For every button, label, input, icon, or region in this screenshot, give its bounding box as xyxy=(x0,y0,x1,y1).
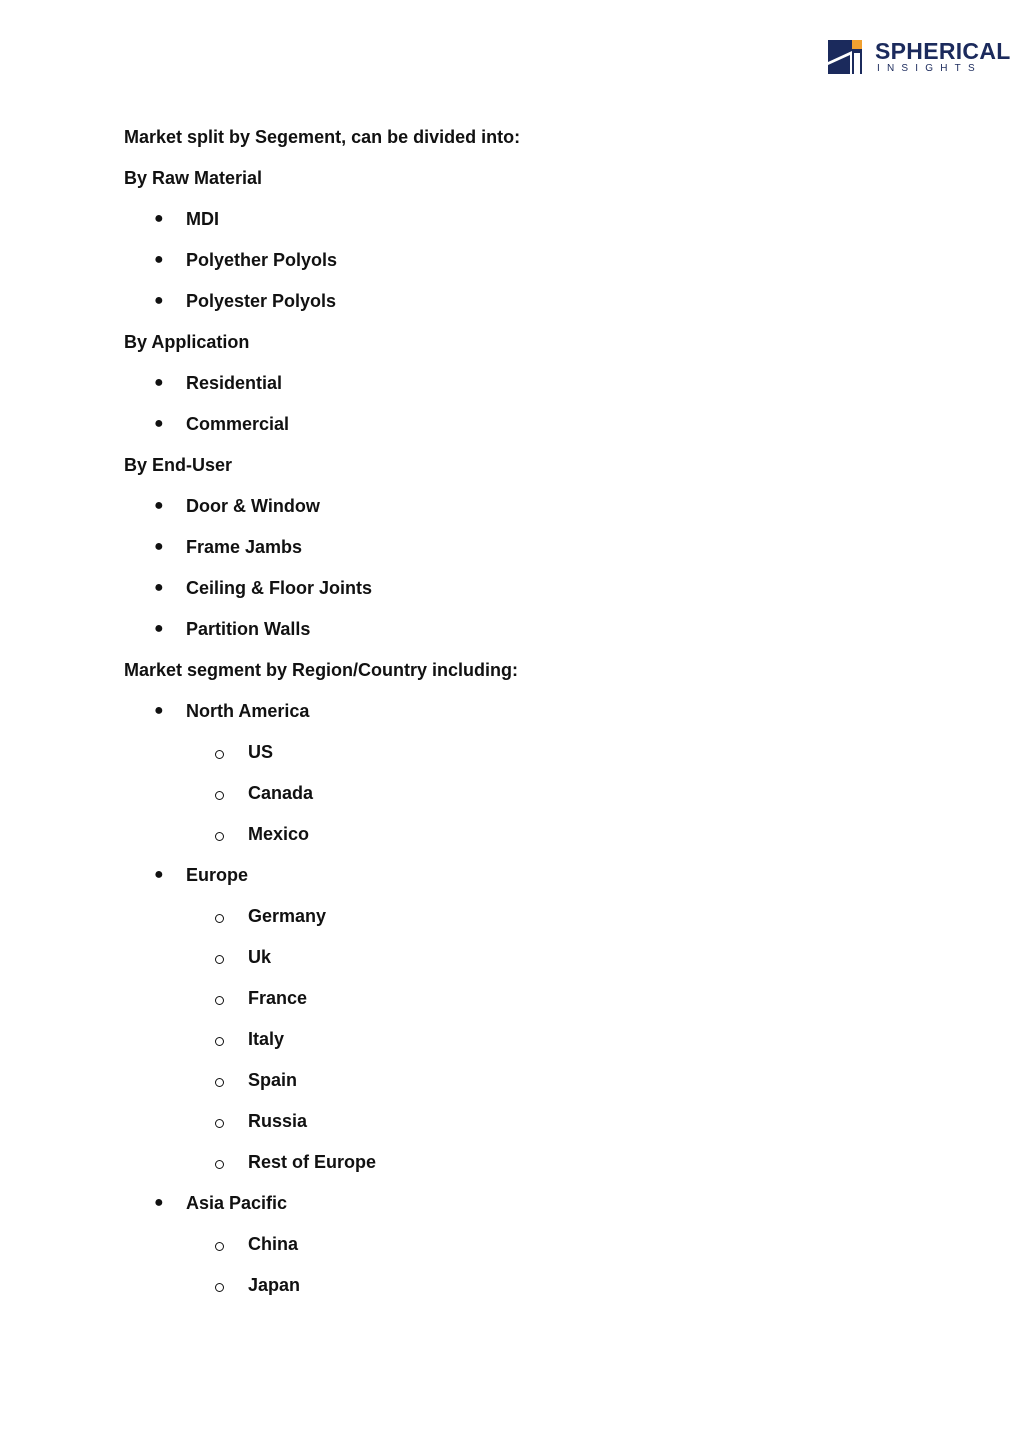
bullet-icon: ● xyxy=(154,497,164,514)
segment-title: By End-User xyxy=(124,455,233,475)
bullet-icon: ● xyxy=(154,538,164,555)
region-item: ● North America xyxy=(154,701,310,721)
bullet-icon: ● xyxy=(154,579,164,596)
circle-bullet-icon xyxy=(215,996,224,1005)
bullet-icon: ● xyxy=(154,866,164,883)
country-item: Uk xyxy=(248,946,271,968)
bullet-icon: ● xyxy=(154,702,164,719)
list-item: ● Ceiling & Floor Joints xyxy=(154,578,373,598)
region-item: ● Europe xyxy=(154,865,249,885)
list-item: ● Polyester Polyols xyxy=(154,291,337,311)
list-item: ● Partition Walls xyxy=(154,619,311,639)
list-item: ● Door & Window xyxy=(154,496,320,516)
country-item: Italy xyxy=(248,1028,284,1050)
list-item: ● Commercial xyxy=(154,414,290,434)
circle-bullet-icon xyxy=(215,832,224,841)
segment-title: By Application xyxy=(124,332,250,352)
circle-bullet-icon xyxy=(215,1242,224,1251)
region-item: ● Asia Pacific xyxy=(154,1193,288,1213)
country-item: China xyxy=(248,1233,298,1255)
country-item: Germany xyxy=(248,905,326,927)
country-item: Mexico xyxy=(248,823,309,845)
country-item: Japan xyxy=(248,1274,300,1296)
bullet-icon: ● xyxy=(154,251,164,268)
circle-bullet-icon xyxy=(215,1037,224,1046)
bullet-icon: ● xyxy=(154,210,164,227)
circle-bullet-icon xyxy=(215,955,224,964)
country-item: France xyxy=(248,987,307,1009)
bullet-icon: ● xyxy=(154,415,164,432)
country-item: Rest of Europe xyxy=(248,1151,376,1173)
circle-bullet-icon xyxy=(215,750,224,759)
bullet-icon: ● xyxy=(154,292,164,309)
country-item: US xyxy=(248,741,273,763)
circle-bullet-icon xyxy=(215,1119,224,1128)
circle-bullet-icon xyxy=(215,914,224,923)
brand-logo xyxy=(828,38,1011,76)
list-item: ● Polyether Polyols xyxy=(154,250,338,270)
brand-name: SPHERICAL xyxy=(875,38,1011,64)
circle-bullet-icon xyxy=(215,1078,224,1087)
country-item: Russia xyxy=(248,1110,307,1132)
country-item: Spain xyxy=(248,1069,297,1091)
brand-tagline: INSIGHTS xyxy=(877,63,982,74)
spherical-insights-logo-icon xyxy=(828,40,862,74)
circle-bullet-icon xyxy=(215,1160,224,1169)
list-item: ● Frame Jambs xyxy=(154,537,303,557)
circle-bullet-icon xyxy=(215,791,224,800)
bullet-icon: ● xyxy=(154,1194,164,1211)
page-heading: Market split by Segement, can be divided into: xyxy=(124,127,521,147)
segment-title: By Raw Material xyxy=(124,168,263,188)
bullet-icon: ● xyxy=(154,374,164,391)
region-heading: Market segment by Region/Country including: xyxy=(124,660,519,680)
bullet-icon: ● xyxy=(154,620,164,637)
list-item: ● Residential xyxy=(154,373,283,393)
country-item: Canada xyxy=(248,782,313,804)
list-item: ● MDI xyxy=(154,209,219,229)
circle-bullet-icon xyxy=(215,1283,224,1292)
